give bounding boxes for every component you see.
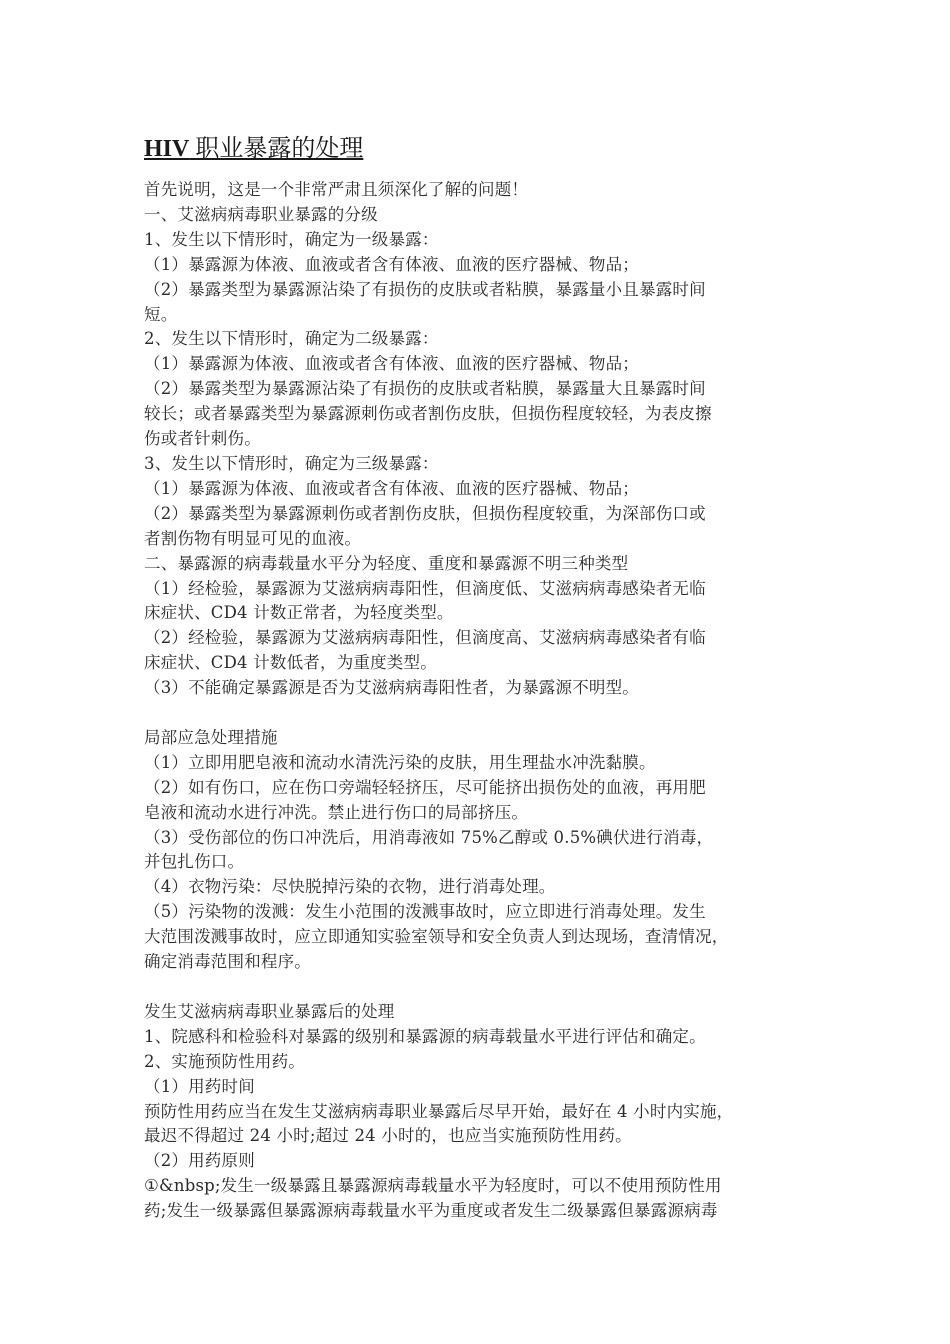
document-body [144, 178, 812, 1224]
text-line: （1）暴露源为体液、血液或者含有体液、血液的医疗器械、物品； [144, 478, 639, 498]
text-line: 短。 [144, 304, 178, 324]
document-page [144, 132, 812, 1224]
text-line: 确定消毒范围和程序。 [144, 952, 311, 972]
text-line: （2）暴露类型为暴露源刺伤或者割伤皮肤，但损伤程度较重，为深部伤口或 [144, 503, 706, 523]
text-line: 一、艾滋病病毒职业暴露的分级 [144, 204, 378, 224]
text-line: （2）经检验，暴露源为艾滋病病毒阳性，但滴度高、艾滋病病毒感染者有临 [144, 628, 706, 648]
blank-line [144, 701, 812, 726]
text-line: （2）如有伤口，应在伤口旁端轻轻挤压，尽可能挤出损伤处的血液，再用肥 [144, 777, 706, 797]
text-line: 皂液和流动水进行冲洗。禁止进行伤口的局部挤压。 [144, 802, 529, 822]
text-line: （2）暴露类型为暴露源沾染了有损伤的皮肤或者粘膜，暴露量大且暴露时间 [144, 379, 706, 399]
document-title [144, 132, 812, 166]
title-hiv: HIV [144, 136, 190, 162]
text-line: （1）暴露源为体液、血液或者含有体液、血液的医疗器械、物品； [144, 254, 639, 274]
text-line: 大范围泼溅事故时，应立即通知实验室领导和安全负责人到达现场，查清情况， [144, 927, 729, 947]
text-line: 首先说明，这是一个非常严肃且须深化了解的问题！ [144, 180, 529, 199]
text-line: （1）暴露源为体液、血液或者含有体液、血液的医疗器械、物品； [144, 354, 639, 374]
text-line: 者割伤物有明显可见的血液。 [144, 528, 362, 548]
text-line: 床症状、CD4 计数正常者，为轻度类型。 [144, 603, 454, 623]
text-line: 1、发生以下情形时，确定为一级暴露： [144, 229, 439, 249]
text-line: 1、院感科和检验科对暴露的级别和暴露源的病毒载量水平进行评估和确定。 [144, 1026, 706, 1046]
title-text: 职业暴露的处理 [189, 136, 364, 162]
text-line: 3、发生以下情形时，确定为三级暴露： [144, 453, 439, 473]
text-line: 2、发生以下情形时，确定为二级暴露： [144, 329, 439, 349]
text-line: （1）用药时间 [144, 1076, 255, 1096]
text-line: 2、实施预防性用药。 [144, 1051, 305, 1071]
text-line: （5）污染物的泼溅：发生小范围的泼溅事故时，应立即进行消毒处理。发生 [144, 902, 706, 922]
text-line: 二、暴露源的病毒载量水平分为轻度、重度和暴露源不明三种类型 [144, 553, 629, 573]
text-line: （1）经检验，暴露源为艾滋病病毒阳性，但滴度低、艾滋病病毒感染者无临 [144, 578, 706, 598]
text-line: （4）衣物污染：尽快脱掉污染的衣物，进行消毒处理。 [144, 877, 556, 897]
text-line: 较长；或者暴露类型为暴露源刺伤或者割伤皮肤，但损伤程度较轻，为表皮擦 [144, 404, 712, 424]
text-line: 预防性用药应当在发生艾滋病病毒职业暴露后尽早开始，最好在 4 小时内实施， [144, 1101, 734, 1121]
text-line: （1）立即用肥皂液和流动水清洗污染的皮肤，用生理盐水冲洗黏膜。 [144, 752, 656, 772]
text-line: 并包扎伤口。 [144, 852, 245, 872]
text-line: ①&nbsp;发生一级暴露且暴露源病毒载量水平为轻度时，可以不使用预防性用 [144, 1176, 722, 1196]
text-line: 局部应急处理措施 [144, 727, 278, 747]
text-line: （3）受伤部位的伤口冲洗后，用消毒液如 75%乙醇或 0.5%碘伏进行消毒， [144, 827, 714, 847]
text-line: 发生艾滋病病毒职业暴露后的处理 [144, 1001, 395, 1021]
text-line: 伤或者针刺伤。 [144, 429, 261, 449]
text-line: （2）暴露类型为暴露源沾染了有损伤的皮肤或者粘膜，暴露量小且暴露时间 [144, 279, 706, 299]
text-line: （3）不能确定暴露源是否为艾滋病病毒阳性者，为暴露源不明型。 [144, 678, 639, 698]
text-line: （2）用药原则 [144, 1151, 255, 1171]
text-line: 最迟不得超过 24 小时;超过 24 小时的，也应当实施预防性用药。 [144, 1126, 632, 1146]
text-line: 床症状、CD4 计数低者，为重度类型。 [144, 653, 437, 673]
text-line: 药;发生一级暴露但暴露源病毒载量水平为重度或者发生二级暴露但暴露源病毒 [144, 1201, 718, 1221]
blank-line [144, 975, 812, 1000]
